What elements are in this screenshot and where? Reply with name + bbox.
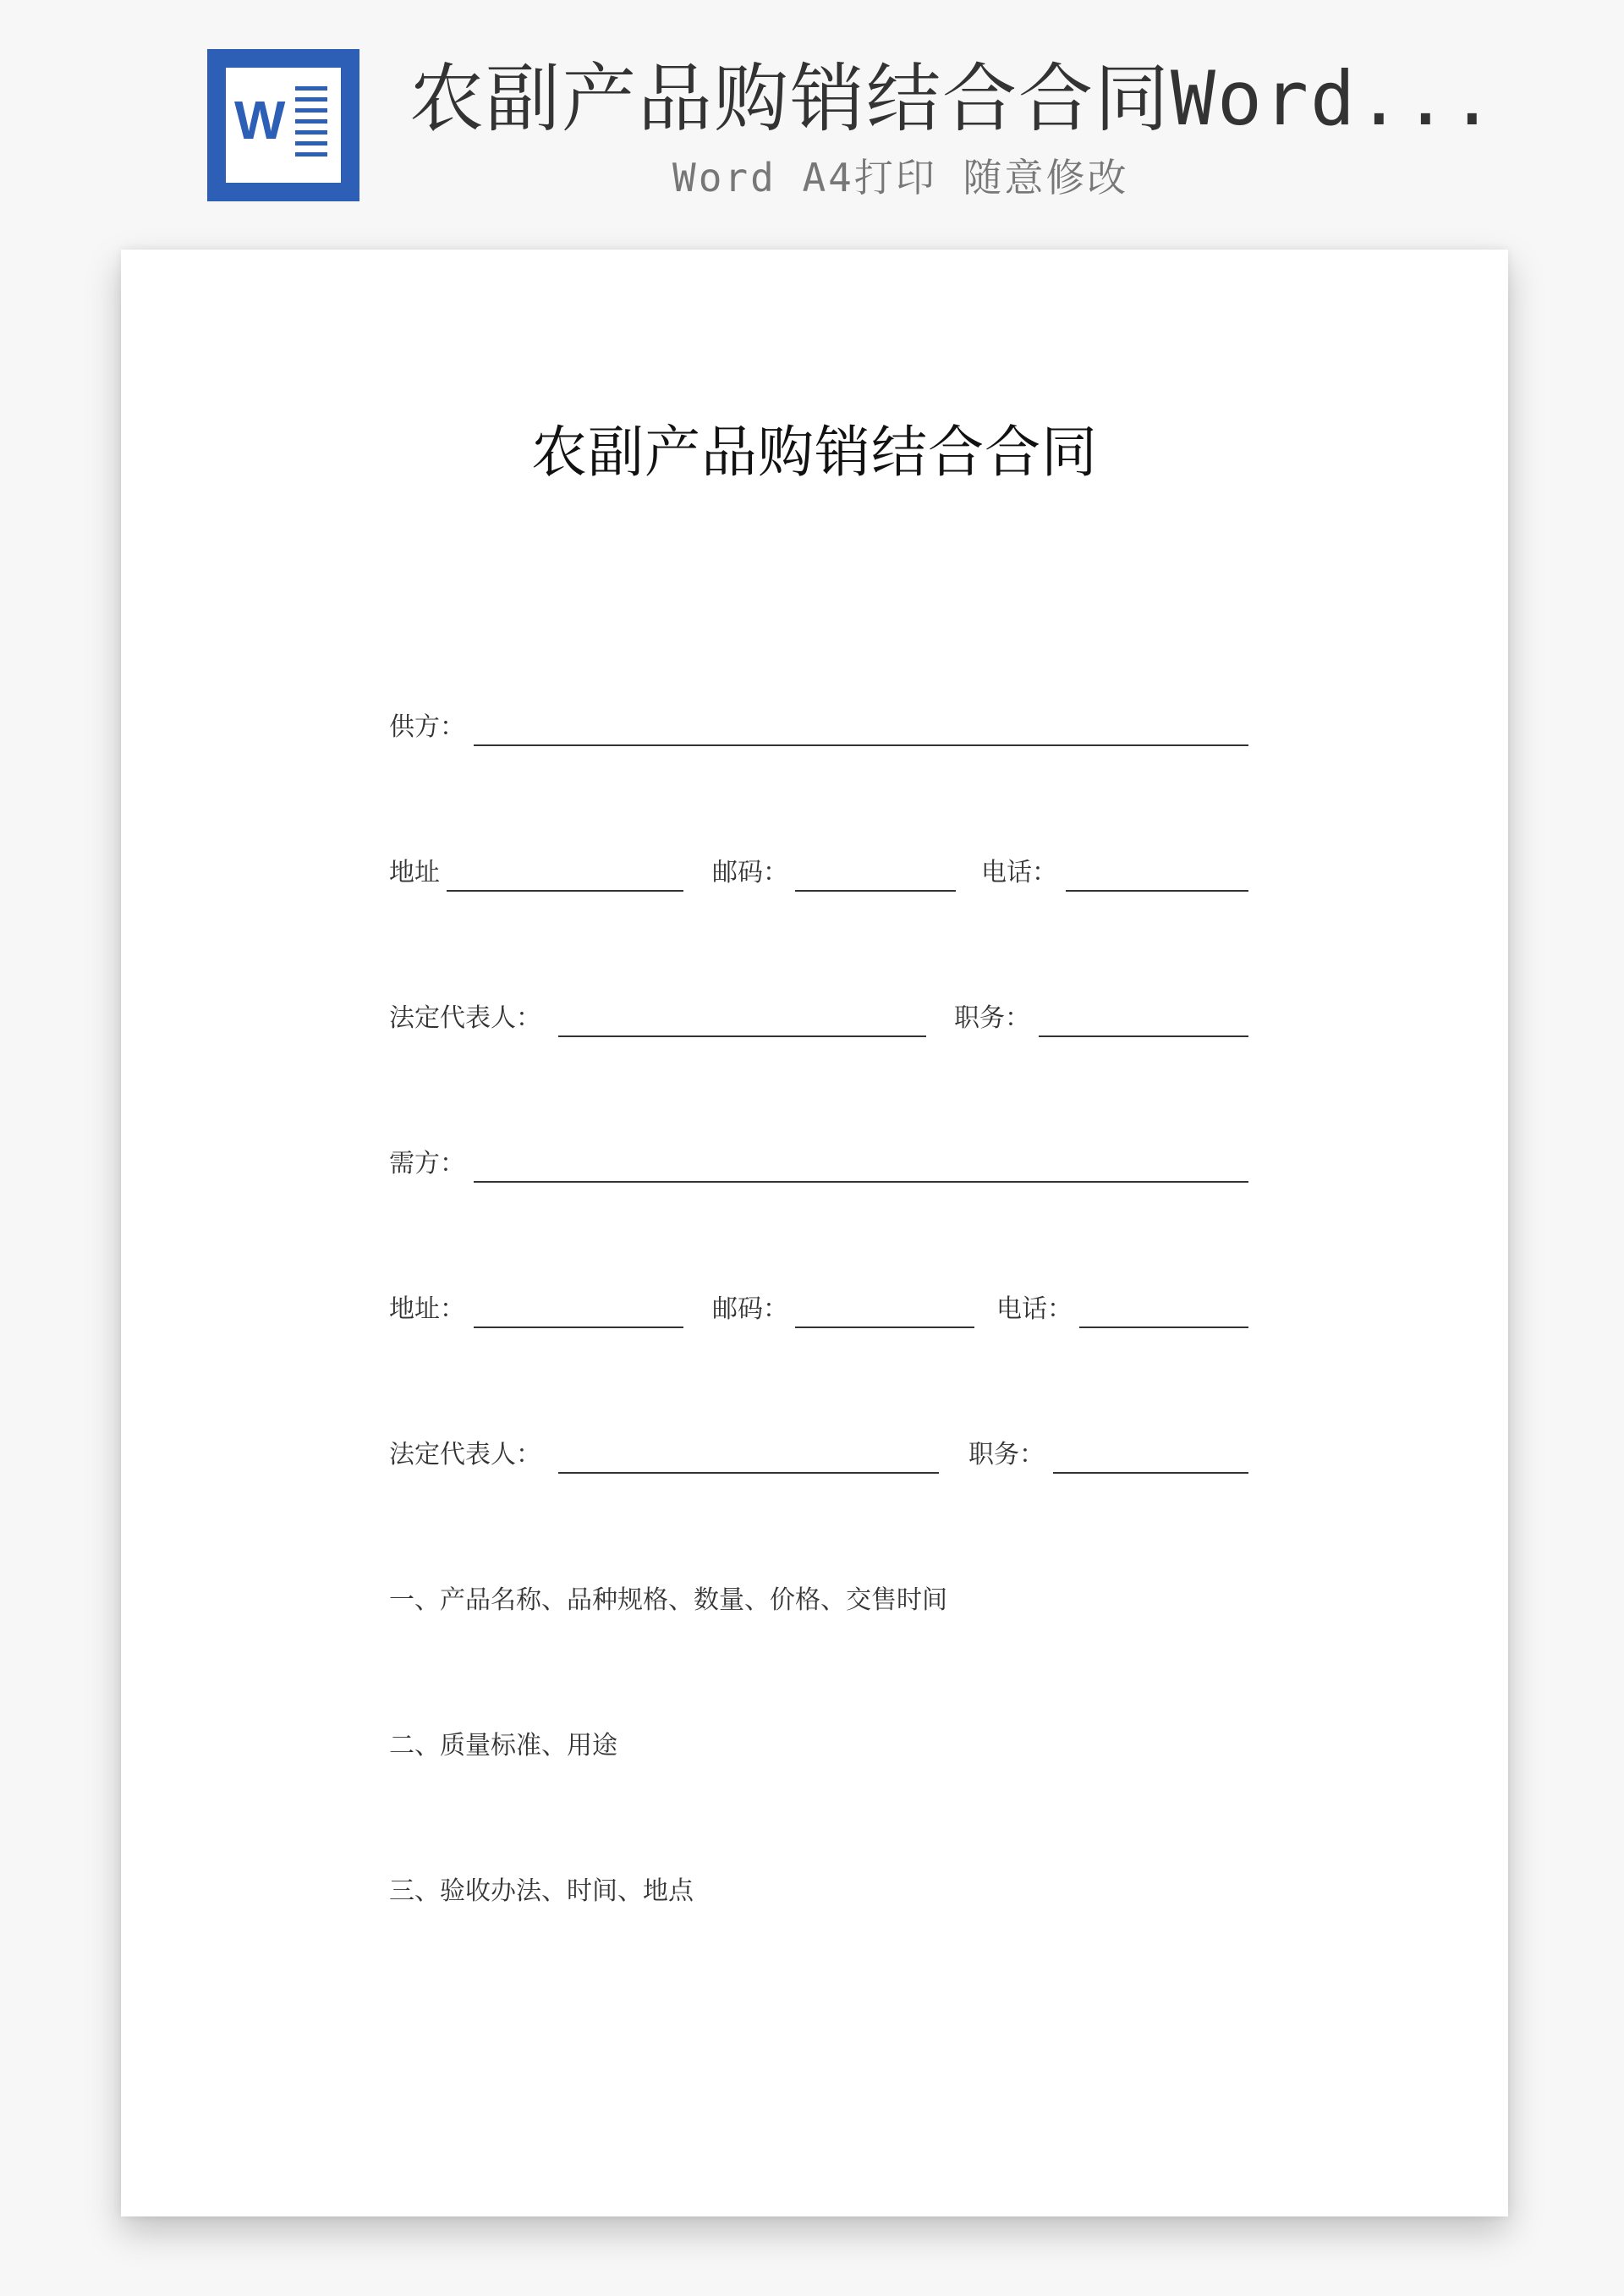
word-document-icon	[207, 49, 359, 201]
buyer-address-label: 地址：	[389, 1294, 465, 1324]
supplier-address-blank[interactable]	[447, 890, 683, 892]
buyer-rep-row	[389, 1430, 1248, 1480]
supplier-position-label: 职务：	[954, 1003, 1030, 1033]
supplier-legal-rep-label: 法定代表人：	[389, 1003, 541, 1033]
clause-1: 一、产品名称、品种规格、数量、价格、交售时间	[389, 1585, 947, 1615]
supplier-label: 供方：	[389, 712, 465, 742]
document-page	[121, 250, 1508, 2216]
buyer-legal-rep-label: 法定代表人：	[389, 1440, 541, 1469]
supplier-postcode-label: 邮码：	[712, 858, 788, 887]
text-lines-icon	[295, 86, 327, 163]
page-subtitle: Word A4打印 随意修改	[672, 155, 1129, 200]
buyer-label: 需方：	[389, 1149, 465, 1178]
supplier-row	[389, 702, 1248, 753]
clause-3: 三、验收办法、时间、地点	[389, 1876, 694, 1906]
buyer-phone-label: 电话：	[996, 1294, 1073, 1324]
document-title: 农副产品购销结合合同	[531, 420, 1098, 485]
supplier-phone-blank[interactable]	[1066, 890, 1248, 892]
supplier-address-label: 地址	[389, 858, 440, 887]
buyer-blank[interactable]	[474, 1181, 1248, 1183]
supplier-blank[interactable]	[474, 744, 1248, 746]
buyer-row	[389, 1139, 1248, 1189]
buyer-contact-row	[389, 1284, 1248, 1335]
buyer-position-blank[interactable]	[1053, 1472, 1248, 1474]
supplier-postcode-blank[interactable]	[795, 890, 956, 892]
buyer-legal-rep-blank[interactable]	[558, 1472, 939, 1474]
buyer-position-label: 职务：	[968, 1440, 1045, 1469]
supplier-contact-row	[389, 848, 1248, 898]
page-header	[0, 0, 1624, 237]
supplier-legal-rep-blank[interactable]	[558, 1035, 926, 1037]
supplier-position-blank[interactable]	[1039, 1035, 1248, 1037]
supplier-rep-row	[389, 993, 1248, 1044]
buyer-postcode-label: 邮码：	[712, 1294, 788, 1324]
supplier-phone-label: 电话：	[981, 858, 1057, 887]
word-letter-w: W	[234, 90, 286, 151]
clause-2: 二、质量标准、用途	[389, 1731, 617, 1760]
buyer-address-blank[interactable]	[474, 1327, 683, 1328]
buyer-phone-blank[interactable]	[1079, 1327, 1248, 1328]
page-title: 农副产品购销结合合同Word...	[409, 55, 1496, 142]
buyer-postcode-blank[interactable]	[795, 1327, 974, 1328]
document-sheet-icon	[226, 68, 341, 183]
